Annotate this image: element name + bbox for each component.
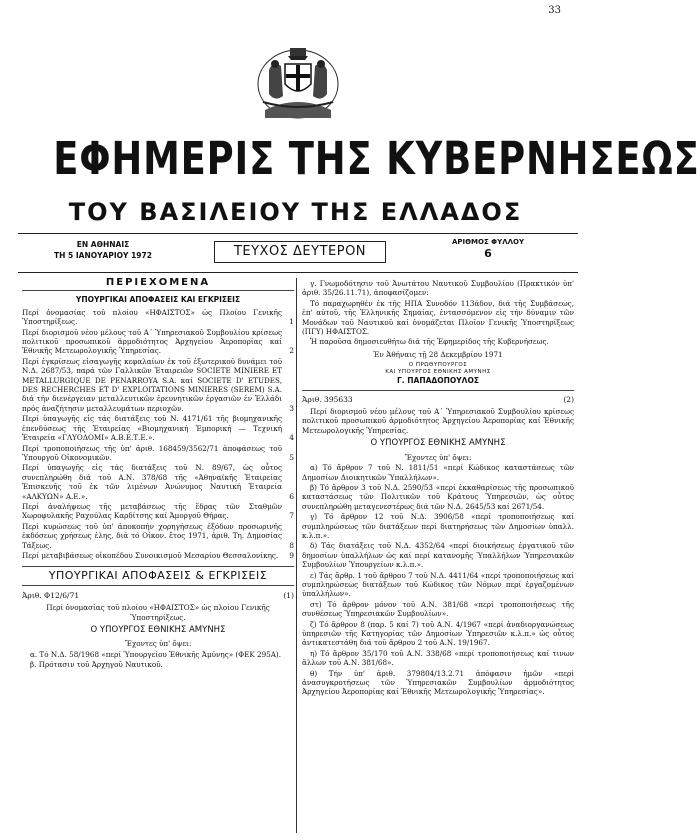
gazette-subtitle: ΤΟΥ ΒΑΣΙΛΕΙΟΥ ΤΗΣ ΕΛΛΑΔΟΣ — [68, 198, 523, 226]
signer-name: Γ. ΠΑΠΑΔΟΠΟΥΛΟΣ — [397, 376, 479, 386]
contents-entry-text: Περί διορισμοῦ νέου μέλους τοῦ Α΄ Ὑπηρεσιακοῦ Συμβουλίου κρίσεως πολιτικοῦ προσωπικοῦ ἁρμοδιότητος Ἀρχηγείου Ἀεροπορίας καί Ἐθνικῆς Μετεωρολογικῆς Ὑπηρεσίας. — [22, 327, 282, 356]
sheet-number: 6 — [484, 247, 492, 260]
decision-1-continuation — [302, 279, 574, 347]
contents-entry-text: Περί τροποποιήσεως τῆς ὑπ' ἀριθ. 168459/3562/71 ἀποφάσεως τοῦ Ὑπουργοῦ Οἰκονομικῶν. — [22, 443, 282, 462]
sheet-number-block — [418, 237, 558, 259]
contents-entry-page: 4 — [289, 433, 294, 443]
column-divider — [296, 278, 297, 833]
section-title: ΥΠΟΥΡΓΙΚΑΙ ΑΠΟΦΑΣΕΙΣ & ΕΓΚΡΙΣΕΙΣ — [22, 566, 294, 585]
legal-basis-item: ζ) Τό ἄρθρον 8 (παρ. 5 καί 7) τοῦ Α.Ν. 4/1967 «περί ἀναδιοργανώσεως ὑπηρεσιῶν τῆς Κατηγορίας τῶν Δημοσίων Ὑπηρεσιῶν κ.λ.π.» ὡς οὗτος ἀντικατεστάθη διά τοῦ ἄρθρου 2 τοῦ Α.Ν. 19/1967. — [302, 619, 574, 648]
gazette-title: ΕΦΗΜΕΡΙΣ ΤΗΣ ΚΥΒΕΡΝΗΣΕΩΣ — [53, 132, 700, 185]
decision-1-ref: Ἀριθ. Φ12/6/71 — [22, 590, 80, 600]
contents-entry-page: 7 — [289, 511, 294, 521]
legal-basis-item: στ) Τό ἄρθρον μόνον τοῦ Α.Ν. 381/68 «περί τροποποιήσεως τῆς συνθέσεως Ὑπηρεσιακῶν Συμβουλίων». — [302, 599, 574, 619]
rule-divider — [302, 390, 574, 391]
legal-basis-item: δ) Τάς διατάξεις τοῦ Ν.Δ. 4352/64 «περί διοικήσεως ἐργατικοῦ τῶν δημοσίων ὑπαλλήλων ὡς καί περί κατανομῆς Ὑπαλλήλων Ὑπηρεσιακῶν Συμβουλίων Ὑπουργείων κ.λ.π.». — [302, 541, 574, 570]
decision-paragraph: Ἡ παροῦσα δημοσιευθήτω διά τῆς Ἐφημερίδος τῆς Κυβερνήσεως. — [310, 337, 549, 347]
contents-title: ΠΕΡΙΕΧΟΜΕΝΑ — [22, 278, 294, 291]
contents-list — [22, 308, 294, 561]
decision-1-number: (1) — [283, 590, 294, 600]
contents-entry-text: Περί ἀναλήψεως τῆς μεταβάσεως τῆς ἕδρας τῶν Σταθμῶν Χωροφυλακῆς Ραχούλας Καρδίτσης καί Ἀμοργοῦ Θήρας. — [22, 501, 282, 521]
contents-entry — [22, 463, 294, 501]
sheet-label: ΑΡΙΘΜΟΣ ΦΥΛΛΟΥ — [451, 238, 525, 246]
contents-entry — [22, 551, 294, 560]
legal-basis-item: ε) Τάς ἄρθρ. 1 τοῦ ἄρθρου 7 τοῦ Ν.Δ. 4411/64 «περί τροποποιήσεως καί συμπληρώσεως διατάξεων τοῦ Κώδικος τῶν Νόμων περί ἐργαζομένων ὑπαλλήλων». — [302, 570, 574, 599]
signer-role-2: ΚΑΙ ΥΠΟΥΡΓΟΣ ΕΘΝΙΚΗΣ ΑΜΥΝΗΣ — [385, 369, 491, 376]
contents-entry — [22, 414, 294, 442]
contents-entry-page: 2 — [289, 346, 294, 356]
issue-date: ΤΗ 5 ΙΑΝΟΥΑΡΙΟΥ 1972 — [54, 251, 152, 260]
contents-entry-text: Περί κυρώσεως τοῦ ὑπ' ἀποκοπήν χορηγήσεως ἐξόδων προσωρινῆς ἐκδόσεως χρήσεως ἐλης, διά τό Οἰκον. ἔτος 1971, ἀριθ. Τη. Δημοσίας Τάξεως. — [22, 521, 282, 550]
decision-1-subject: Περί ὀνομασίας τοῦ πλοίου «ΗΦΑΙΣΤΟΣ» ὡς πλοίου Γενικῆς Ὑποστηρίξεως. — [46, 603, 270, 622]
contents-entry — [22, 357, 294, 413]
contents-entry-text: Περί ὀνομασίας τοῦ πλοίου «ΗΦΑΙΣΤΟΣ» ὡς Πλοίου Γενικῆς Ὑποστηρίξεως. — [22, 307, 282, 327]
contents-entry — [22, 522, 294, 550]
contents-entry — [22, 328, 294, 356]
left-column — [22, 278, 294, 671]
decision-2-minister: Ο ΥΠΟΥΡΓΟΣ ΕΘΝΙΚΗΣ ΑΜΥΝΗΣ — [370, 438, 506, 449]
decision-2-subject: Περί διορισμοῦ νέου μέλους τοῦ Α΄ Ὑπηρεσιακοῦ Συμβουλίου κρίσεως πολιτικοῦ προσωπικοῦ ἁρμοδιότητος Ἀρχηγείου Ἀεροπορίας καί Ἐθνικῆς Μετεωρολογικῆς Ὑπηρεσίας. — [302, 407, 574, 435]
decision-2-having: Ἔχοντες ὑπ' ὄψει: — [404, 452, 472, 462]
decision-2-ref: Ἀριθ. 395633 — [302, 394, 353, 404]
legal-basis-item: γ) Τό ἄρθρον 12 τοῦ Ν.Δ. 3906/58 «περί τροποποιήσεως καί συμπληρώσεως τῶν διατάξεων περί διατηρήσεως τῶν Δημοσίων ὑπαλλ. κ.λ.π.». — [302, 512, 574, 540]
contents-entry — [22, 444, 294, 463]
contents-entry-page: 1 — [289, 317, 294, 327]
decision-2-header — [302, 395, 574, 404]
contents-entry — [22, 502, 294, 521]
contents-entry-text: Περί ὑπαγωγῆς εἰς τάς διατάξεις τοῦ Ν. 4171/61 τῆς βιομηχανικῆς ἐπενδύσεως τῆς Ἑταιρείας «Βιομηχανική Ἐμπορική — Τεχνική Ἑταιρεία «ΓΛΥΟΔΟΜΙ» Α.Β.Ε.Τ.Ε.». — [22, 414, 282, 443]
contents-subtitle: ΥΠΟΥΡΓΙΚΑΙ ΑΠΟΦΑΣΕΙΣ ΚΑΙ ΕΓΚΡΙΣΕΙΣ — [75, 295, 241, 305]
decision-1-having: Ἔχοντες ὑπ' ὄψει: — [124, 639, 192, 649]
decision-paragraph: Τό παραχωρηθέν ἐκ τῆς ΗΠΑ Συνοδόν 113άδον, διά τῆς Συμβάσεως, ἐπ' αὐτοῦ, τῆς Ἑλληνικῆς Σημαίας, ἐντασσόμενον εἰς τήν δύναμιν τῶν Μονάδων τοῦ Ναυτικοῦ καί ὀνομάζεται Πλοῖον Γενικῆς Ὑποστηρίξεως (ΠΓΥ) ΗΦΑΙΣΤΟΣ. — [302, 298, 574, 337]
right-column — [302, 278, 574, 698]
decision-1-minister: Ο ΥΠΟΥΡΓΟΣ ΕΘΝΙΚΗΣ ΑΜΥΝΗΣ — [90, 625, 226, 635]
decision-1-items — [22, 650, 294, 670]
issue-place: ΕΝ ΑΘΗΝΑΙΣ — [76, 240, 130, 249]
contents-entry-page: 6 — [289, 491, 294, 501]
contents-entry-page: 5 — [289, 452, 294, 462]
contents-entry-page: 3 — [289, 403, 294, 413]
royal-coat-of-arms-icon — [255, 44, 341, 122]
decision-1-header — [22, 591, 294, 600]
decision-2-number: (2) — [563, 394, 574, 404]
contents-entry-text: Περί μεταβιβάσεως οἰκοπέδου Συνοικισμοῦ Μεσαρίου Θεσσαλονίκης. — [22, 550, 279, 560]
decision-paragraph: γ. Γνωμοδότησιν τοῦ Ἀνωτάτου Ναυτικοῦ Συμβουλίου (Πρακτικόν ὑπ' ἀριθ. 35/26.11.71), ἀποφασίζομεν: — [302, 279, 574, 298]
decision-2-items — [302, 463, 574, 697]
legal-basis-item: α. Τό Ν.Δ. 58/1968 «περί Ὑπουργείου Ἐθνικῆς Ἀμύνης» (ΦΕΚ 295Α). — [30, 649, 282, 659]
issue-date-block — [48, 239, 158, 261]
contents-entry-text: Περί ἐγκρίσεως εἰσαγωγῆς κεφαλαίων ἐκ τοῦ ἐξωτερικοῦ δυνάμει τοῦ Ν.Δ. 2687/53, παρά τῶν Γαλλικῶν Ἑταιρειῶν SOCIETE MINIERE ET METALLURGIQUE DE PENARROYA S.A. καί SOCIETE D' ETUDES, DES RECHERCHES ET D' EXPLOITATIONS MINIERES (SEREM) S.A. διά τήν διενέργειαν μεταλλευτικῶν ἐρευνητικῶν ἐργασιῶν ἐν Ἑλλάδι πρός ἀναζήτησιν μεταλλευμάτων περιοχῶν. — [22, 356, 282, 413]
legal-basis-item: θ) Τήν ὑπ' ἀριθ. 379804/13.2.71 ἀπόφασιν ἡμῶν «περί ἀνασυγκροτήσεως τῶν Ὑπηρεσιακῶν Συμβουλίων ἁρμοδιότητος Ἀρχηγείου Ἀεροπορίας καί Ἐθνικῆς Μετεωρολογικῆς Ὑπηρεσίας». — [302, 668, 574, 697]
legal-basis-item: β. Πρότασιν τοῦ Ἀρχηγοῦ Ναυτικοῦ. — [30, 660, 163, 670]
contents-entry-page: 9 — [289, 550, 294, 560]
issue-volume: ΤΕΥΧΟΣ ΔΕΥΤΕΡΟΝ — [214, 241, 386, 263]
legal-basis-item: η) Τό ἄρθρον 35/170 τοῦ Α.Ν. 338/68 «περί τροποποιήσεως καί τινων ἄλλων τοῦ Α.Ν. 381/68». — [302, 648, 574, 668]
legal-basis-item: β) Τό ἄρθρον 3 τοῦ Ν.Δ. 2590/53 «περί ἐκκαθαρίσεως τῆς προσωπικοῦ καταστάσεως τῶν Πολιτικῶν τοῦ Κράτους Ὑπηρεσιῶν, ὡς οὗτος συνεπληρώθη μεταγενεστέρως διά τῶν Ν.Δ. 2645/53 καί 2671/54. — [302, 482, 574, 511]
contents-entry-page: 8 — [289, 540, 294, 550]
page-number: 33 — [548, 5, 561, 16]
contents-entry-text: Περί ὑπαγωγῆς εἰς τάς διατάξεις τοῦ Ν. 89/67, ὡς οὗτος συνεπληρώθη διά τοῦ Α.Ν. 378/68 τῆς «Ἀθηναϊκῆς Ἑταιρείας Ἐπισκευῆς τοῦ ἐκ τῶν λιμένων Ἀνώνυμος Ναυτική Ἑταιρεία «ΑΛΚΥΩΝ» Α.Ε.». — [22, 463, 282, 501]
signer-role-1: Ο ΠΡΩΘΥΠΟΥΡΓΟΣ — [408, 362, 468, 369]
legal-basis-item: α) Τό ἄρθρον 7 τοῦ Ν. 1811/51 «περί Κώδικος καταστάσεως τῶν Δημοσίων Διοικητικῶν Ὑπαλλήλων». — [302, 463, 574, 482]
contents-entry — [22, 308, 294, 327]
decision-1-date: Ἐν Ἀθήναις τῇ 28 Δεκεμβρίου 1971 — [373, 349, 503, 359]
issue-info-bar — [18, 233, 578, 273]
